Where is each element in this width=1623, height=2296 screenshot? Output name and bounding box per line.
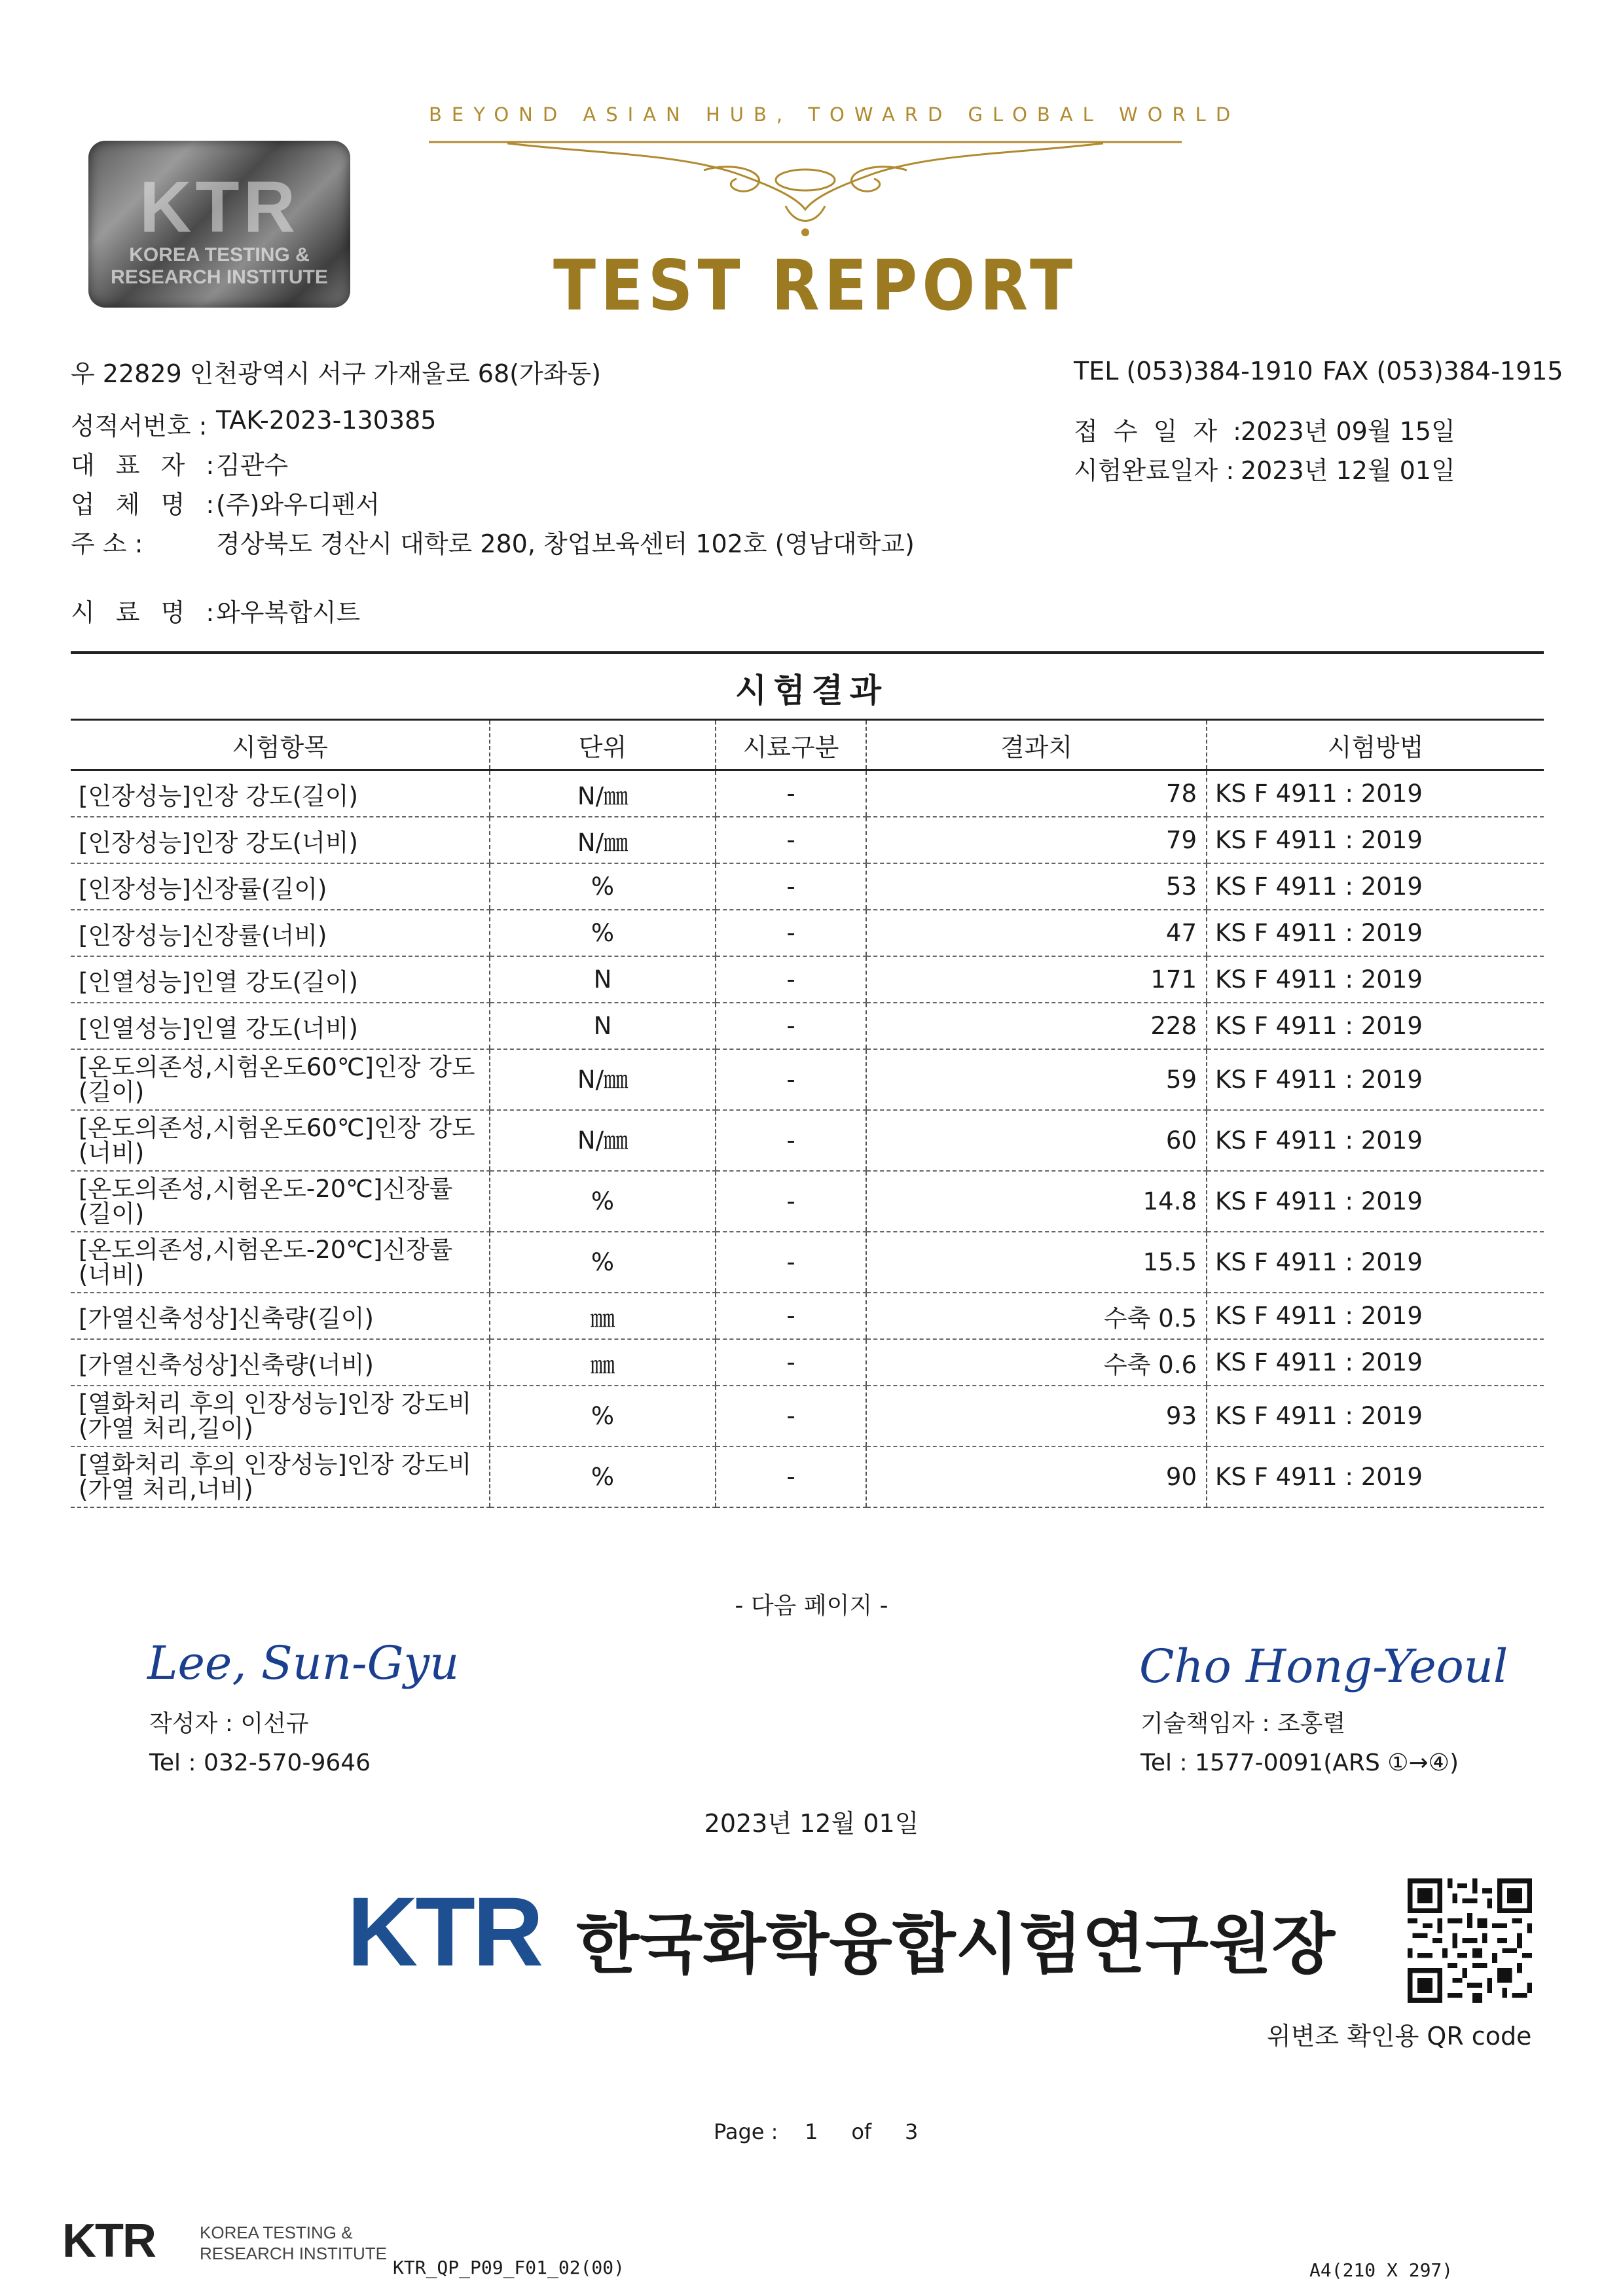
cell-unit: % bbox=[490, 1386, 716, 1446]
footer-ktr-subtitle-line1: KOREA TESTING & bbox=[200, 2223, 353, 2242]
table-row bbox=[71, 956, 1544, 1003]
results-title: 시험결과 bbox=[735, 672, 888, 709]
approver-tel: Tel : 1577-0091(ARS ①→④) bbox=[1140, 1749, 1459, 1776]
cell-unit: N/㎜ bbox=[490, 1110, 716, 1171]
cell-item: [온도의존성,시험온도-20℃]신장률(너비) bbox=[71, 1232, 490, 1293]
cell-method: KS F 4911 : 2019 bbox=[1207, 1003, 1544, 1049]
cell-value: 171 bbox=[866, 956, 1207, 1003]
qr-caption: 위변조 확인용 QR code bbox=[1267, 2022, 1532, 2051]
cell-unit: % bbox=[490, 863, 716, 910]
cell-method: KS F 4911 : 2019 bbox=[1207, 770, 1544, 817]
cell-sample: - bbox=[716, 1446, 866, 1507]
representative-value: 김관수 bbox=[216, 451, 289, 480]
cell-value: 93 bbox=[866, 1386, 1207, 1446]
header-tagline: BEYOND ASIAN HUB, TOWARD GLOBAL WORLD bbox=[429, 103, 1241, 126]
issue-date: 2023년 12월 01일 bbox=[704, 1809, 919, 1838]
approver-signature: Cho Hong-Yeoul bbox=[1139, 1640, 1508, 1693]
cell-unit: N bbox=[490, 956, 716, 1003]
table-row bbox=[71, 1049, 1544, 1110]
cell-sample: - bbox=[716, 863, 866, 910]
table-row bbox=[71, 1293, 1544, 1339]
sample-label: 시 료 명 : bbox=[71, 598, 221, 627]
cell-sample: - bbox=[716, 956, 866, 1003]
representative-label: 대 표 자 : bbox=[71, 451, 221, 480]
institute-tel: TEL (053)384-1910 bbox=[1074, 357, 1313, 386]
hologram-mark: KTR bbox=[139, 167, 300, 247]
cell-method: KS F 4911 : 2019 bbox=[1207, 863, 1544, 910]
cell-sample: - bbox=[716, 1171, 866, 1232]
cell-sample: - bbox=[716, 910, 866, 956]
cell-value: 90 bbox=[866, 1446, 1207, 1507]
cell-sample: - bbox=[716, 817, 866, 863]
writer-signature: Lee, Sun-Gyu bbox=[147, 1636, 460, 1690]
cell-method: KS F 4911 : 2019 bbox=[1207, 1049, 1544, 1110]
cell-value: 79 bbox=[866, 817, 1207, 863]
cell-unit: N/㎜ bbox=[490, 1049, 716, 1110]
cell-value: 60 bbox=[866, 1110, 1207, 1171]
cell-method: KS F 4911 : 2019 bbox=[1207, 1293, 1544, 1339]
footer-form-code: KTR_QP_P09_F01_02(00) bbox=[393, 2257, 625, 2278]
address-label: 주 소 : bbox=[71, 529, 143, 558]
cell-item: [가열신축성상]신축량(길이) bbox=[71, 1293, 490, 1339]
cell-sample: - bbox=[716, 1003, 866, 1049]
cell-item: [온도의존성,시험온도60℃]인장 강도(길이) bbox=[71, 1049, 490, 1110]
cell-value: 228 bbox=[866, 1003, 1207, 1049]
cell-value: 53 bbox=[866, 863, 1207, 910]
cell-item: [열화처리 후의 인장성능]인장 강도비(가열 처리,길이) bbox=[71, 1386, 490, 1446]
writer-tel: Tel : 032-570-9646 bbox=[149, 1749, 371, 1776]
page-total: 3 bbox=[905, 2119, 919, 2144]
cell-value: 47 bbox=[866, 910, 1207, 956]
cell-item: [온도의존성,시험온도-20℃]신장률(길이) bbox=[71, 1171, 490, 1232]
cell-unit: ㎜ bbox=[490, 1293, 716, 1339]
report-title: TEST REPORT bbox=[553, 245, 1078, 326]
cell-unit: % bbox=[490, 1232, 716, 1293]
table-row bbox=[71, 1232, 1544, 1293]
cell-value: 수축 0.6 bbox=[866, 1339, 1207, 1386]
table-row bbox=[71, 1003, 1544, 1049]
cell-item: [인장성능]인장 강도(너비) bbox=[71, 817, 490, 863]
completed-date-value: 2023년 12월 01일 bbox=[1241, 456, 1455, 485]
table-row bbox=[71, 817, 1544, 863]
cell-value: 수축 0.5 bbox=[866, 1293, 1207, 1339]
address-value: 경상북도 경산시 대학로 280, 창업보육센터 102호 (영남대학교) bbox=[216, 529, 915, 558]
table-row bbox=[71, 1171, 1544, 1232]
col-header-method: 시험방법 bbox=[1207, 720, 1544, 770]
results-header-row bbox=[71, 720, 1544, 770]
table-row bbox=[71, 1339, 1544, 1386]
col-header-item: 시험항목 bbox=[71, 720, 490, 770]
qr-code-icon bbox=[1408, 1878, 1532, 2003]
footer-ktr-subtitle-line2: RESEARCH INSTITUTE bbox=[200, 2244, 388, 2263]
col-header-sample: 시료구분 bbox=[716, 720, 866, 770]
cell-sample: - bbox=[716, 1049, 866, 1110]
cell-unit: N/㎜ bbox=[490, 770, 716, 817]
cell-item: [인열성능]인열 강도(너비) bbox=[71, 1003, 490, 1049]
hologram-subtext: KOREA TESTING & RESEARCH INSTITUTE bbox=[111, 244, 328, 288]
issuer-name: 한국화학융합시험연구원장 bbox=[576, 1906, 1336, 1982]
table-row bbox=[71, 770, 1544, 817]
report-no-label: 성적서번호 : bbox=[71, 412, 208, 440]
cell-value: 15.5 bbox=[866, 1232, 1207, 1293]
results-table bbox=[71, 719, 1544, 1508]
cell-item: [인장성능]신장률(길이) bbox=[71, 863, 490, 910]
received-date-label: 접 수 일 자 : bbox=[1074, 417, 1245, 446]
page-of: of bbox=[851, 2119, 872, 2144]
table-row bbox=[71, 1386, 1544, 1446]
page-indicator bbox=[714, 2119, 918, 2144]
footer-ktr-subtitle bbox=[200, 2222, 387, 2264]
cell-item: [인열성능]인열 강도(길이) bbox=[71, 956, 490, 1003]
company-value: (주)와우디펜서 bbox=[216, 490, 380, 519]
cell-unit: % bbox=[490, 1446, 716, 1507]
institute-address: 우 22829 인천광역시 서구 가재울로 68(가좌동) bbox=[71, 359, 601, 388]
cell-sample: - bbox=[716, 1339, 866, 1386]
cell-value: 78 bbox=[866, 770, 1207, 817]
company-label: 업 체 명 : bbox=[71, 490, 221, 519]
report-no-value: TAK-2023-130385 bbox=[216, 406, 437, 435]
completed-date-label: 시험완료일자 : bbox=[1074, 456, 1235, 485]
cell-sample: - bbox=[716, 1293, 866, 1339]
cell-item: [인장성능]신장률(너비) bbox=[71, 910, 490, 956]
table-row bbox=[71, 1446, 1544, 1507]
cell-sample: - bbox=[716, 1232, 866, 1293]
writer-label: 작성자 : 이선규 bbox=[149, 1710, 309, 1737]
cell-sample: - bbox=[716, 1386, 866, 1446]
ktr-hologram-logo bbox=[88, 141, 350, 308]
received-date-value: 2023년 09월 15일 bbox=[1241, 417, 1455, 446]
cell-unit: ㎜ bbox=[490, 1339, 716, 1386]
page-label: Page : bbox=[714, 2119, 778, 2144]
approver-label: 기술책임자 : 조홍렬 bbox=[1140, 1710, 1346, 1737]
next-page-note: - 다음 페이지 - bbox=[735, 1592, 888, 1619]
table-row bbox=[71, 910, 1544, 956]
col-header-unit: 단위 bbox=[490, 720, 716, 770]
cell-unit: % bbox=[490, 910, 716, 956]
cell-item: [열화처리 후의 인장성능]인장 강도비(가열 처리,너비) bbox=[71, 1446, 490, 1507]
gold-ornament-icon bbox=[429, 134, 1182, 245]
cell-method: KS F 4911 : 2019 bbox=[1207, 1232, 1544, 1293]
cell-value: 14.8 bbox=[866, 1171, 1207, 1232]
cell-sample: - bbox=[716, 1110, 866, 1171]
table-row bbox=[71, 1110, 1544, 1171]
cell-method: KS F 4911 : 2019 bbox=[1207, 1171, 1544, 1232]
cell-method: KS F 4911 : 2019 bbox=[1207, 1446, 1544, 1507]
cell-value: 59 bbox=[866, 1049, 1207, 1110]
cell-method: KS F 4911 : 2019 bbox=[1207, 956, 1544, 1003]
ktr-brand-logo: KTR bbox=[347, 1876, 541, 1986]
cell-method: KS F 4911 : 2019 bbox=[1207, 1339, 1544, 1386]
cell-item: [온도의존성,시험온도60℃]인장 강도(너비) bbox=[71, 1110, 490, 1171]
cell-method: KS F 4911 : 2019 bbox=[1207, 1386, 1544, 1446]
cell-method: KS F 4911 : 2019 bbox=[1207, 817, 1544, 863]
cell-unit: % bbox=[490, 1171, 716, 1232]
cell-sample: - bbox=[716, 770, 866, 817]
footer-ktr-logo: KTR bbox=[62, 2215, 155, 2267]
institute-fax: FAX (053)384-1915 bbox=[1322, 357, 1563, 386]
page-current: 1 bbox=[805, 2119, 818, 2144]
col-header-value: 결과치 bbox=[866, 720, 1207, 770]
footer-paper-size: A4(210 X 297) bbox=[1309, 2259, 1453, 2281]
cell-method: KS F 4911 : 2019 bbox=[1207, 910, 1544, 956]
cell-method: KS F 4911 : 2019 bbox=[1207, 1110, 1544, 1171]
section-divider bbox=[71, 651, 1544, 654]
cell-unit: N bbox=[490, 1003, 716, 1049]
cell-item: [가열신축성상]신축량(너비) bbox=[71, 1339, 490, 1386]
cell-unit: N/㎜ bbox=[490, 817, 716, 863]
cell-item: [인장성능]인장 강도(길이) bbox=[71, 770, 490, 817]
sample-value: 와우복합시트 bbox=[216, 598, 361, 627]
table-row bbox=[71, 863, 1544, 910]
